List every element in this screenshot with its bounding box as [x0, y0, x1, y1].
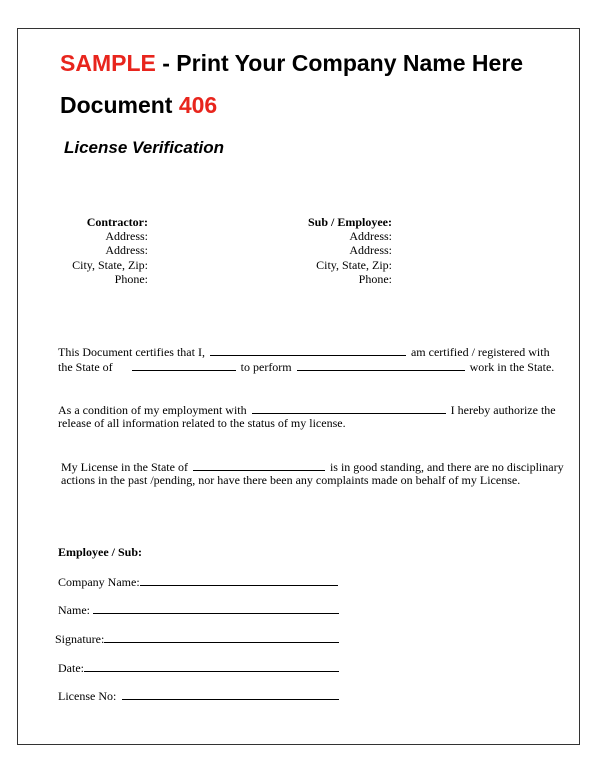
date-label: Date: [58, 661, 84, 675]
license-field [58, 688, 339, 704]
contractor-city-label: City, State, Zip: [72, 258, 148, 272]
sample-label: SAMPLE [60, 50, 156, 76]
document-label: Document [60, 92, 179, 118]
certifier-name-blank[interactable] [210, 344, 406, 356]
document-number: 406 [178, 92, 218, 118]
sub-city-label: City, State, Zip: [316, 258, 392, 272]
work-blank[interactable] [297, 359, 465, 371]
name-field [58, 602, 339, 618]
date-field [58, 660, 339, 676]
state-blank[interactable] [132, 359, 236, 371]
para2-text-b: I hereby authorize the [450, 403, 556, 417]
employer-blank[interactable] [252, 402, 446, 414]
document-subtitle: License Verification [64, 138, 224, 157]
name-label: Name: [58, 603, 90, 617]
contractor-address2-label: Address: [105, 243, 148, 257]
sub-address1-label: Address: [349, 229, 392, 243]
signature-label: Signature: [55, 632, 105, 646]
license-label: License No: [58, 689, 117, 703]
date-blank[interactable] [84, 660, 339, 672]
contractor-address1-label: Address: [105, 229, 148, 243]
document-title [60, 92, 217, 119]
contractor-phone-label: Phone: [114, 272, 148, 286]
license-blank[interactable] [122, 688, 339, 700]
sub-address2-label: Address: [349, 243, 392, 257]
license-state-blank[interactable] [193, 459, 325, 471]
para1-text-a: This Document certifies that I, [58, 345, 205, 359]
company-name-placeholder: - Print Your Company Name Here [155, 50, 524, 76]
signoff-title: Employee / Sub: [58, 545, 143, 559]
para1-line2 [58, 359, 554, 375]
contractor-title: Contractor: [86, 215, 148, 229]
para1-text-d: to perform [240, 360, 292, 374]
company-name-label: Company Name: [58, 575, 140, 589]
name-blank[interactable] [93, 602, 339, 614]
para3-text-b: is in good standing, and there are no disciplinary [329, 460, 564, 474]
para3-text-a: My License in the State of [61, 460, 188, 474]
signature-blank[interactable] [104, 631, 339, 643]
signature-field [55, 631, 339, 647]
para1-text-b: am certified / registered with [410, 345, 550, 359]
sub-phone-label: Phone: [358, 272, 392, 286]
para3-line2: actions in the past /pending, nor have there been any complaints made on behalf of my License. [61, 473, 521, 487]
sub-title: Sub / Employee: [307, 215, 392, 229]
para1-text-e: work in the State. [469, 360, 555, 374]
company-name-blank[interactable] [140, 574, 338, 586]
para2-line2: release of all information related to the status of my license. [58, 416, 346, 430]
para1-text-c: the State of [58, 360, 113, 374]
company-heading [60, 50, 523, 77]
para2-text-a: As a condition of my employment with [58, 403, 247, 417]
para1-line1 [58, 344, 550, 360]
company-name-field [58, 574, 338, 590]
